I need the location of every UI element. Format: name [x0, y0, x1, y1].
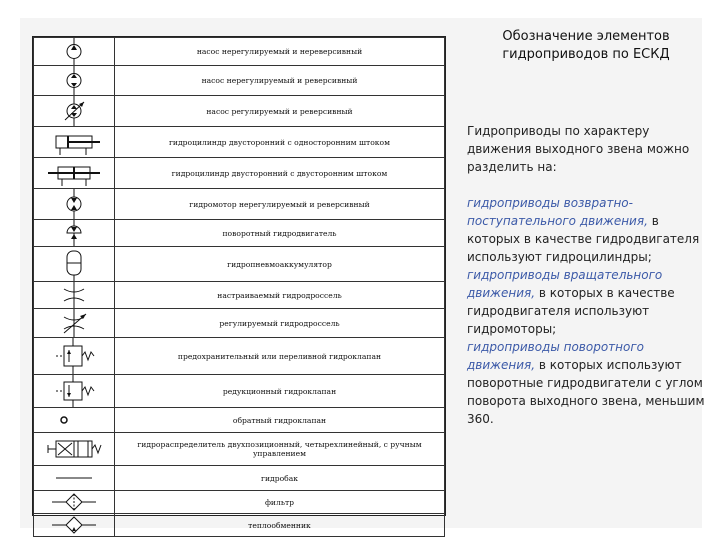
accumulator-icon [34, 247, 114, 281]
table-row [34, 38, 445, 66]
term-highlight: гидроприводы поворотного движения, [467, 340, 645, 372]
row-label: фильтр [115, 491, 445, 514]
cylinder-single-rod-icon [34, 127, 114, 157]
table-row [34, 338, 445, 375]
table-row [34, 158, 445, 189]
row-label: предохранительный или переливной гидроклапан [115, 338, 445, 375]
intro-text: Гидроприводы по характеру движения выходного звена можно разделить на: [467, 124, 690, 174]
term-highlight: гидроприводы вращательного движения, [467, 268, 663, 300]
row-label: гидромотор нерегулируемый и реверсивный [115, 189, 445, 220]
table-row [34, 220, 445, 247]
table-row [34, 96, 445, 127]
term-highlight: гидроприводы возвратно-поступательного движения, [467, 196, 648, 228]
table-row [34, 309, 445, 338]
rotary-actuator-icon [34, 220, 114, 246]
list-item [467, 194, 707, 266]
heat-exchanger-icon [34, 514, 114, 536]
row-label: гидропневмоаккумулятор [115, 247, 445, 282]
throttle-icon [34, 282, 114, 308]
slide-body [467, 122, 707, 428]
table-row [34, 433, 445, 466]
symbols-table [32, 36, 446, 530]
row-label: гидроцилиндр двусторонний с односторонним штоком [115, 127, 445, 158]
row-label: редукционный гидроклапан [115, 375, 445, 408]
hydromotor-icon [34, 189, 114, 219]
cylinder-double-rod-icon [34, 158, 114, 188]
row-label: поворотный гидродвигатель [115, 220, 445, 247]
row-label: теплообменник [115, 514, 445, 537]
directional-valve-icon [34, 433, 114, 465]
table-row [34, 375, 445, 408]
slide-title: Обозначение элементов гидроприводов по ЕСКД [502, 29, 670, 62]
filter-icon [34, 491, 114, 513]
row-label: настраиваемый гидродроссель [115, 282, 445, 309]
list-item [467, 338, 707, 428]
term-description: в которых в качестве гидродвигателя используют гидромоторы; [467, 286, 675, 336]
term-description: в которых используют поворотные гидродвигатели с углом поворота выходного звена, меньшим 360. [467, 358, 705, 426]
row-label: обратный гидроклапан [115, 408, 445, 433]
table-row [34, 491, 445, 514]
spacer [467, 176, 707, 194]
pump-reversible-icon [34, 66, 114, 95]
row-label: регулируемый гидродроссель [115, 309, 445, 338]
reducing-valve-icon [34, 375, 114, 407]
table-row [34, 66, 445, 96]
table-row [34, 189, 445, 220]
relief-valve-icon [34, 338, 114, 374]
pump-fixed-icon [34, 38, 114, 65]
table-row [34, 127, 445, 158]
row-label: насос регулируемый и реверсивный [115, 96, 445, 127]
row-label: насос нерегулируемый и реверсивный [115, 66, 445, 96]
table-row [34, 514, 445, 537]
table-row [34, 408, 445, 433]
table-row [34, 247, 445, 282]
row-label: гидроцилиндр двусторонний с двусторонним штоком [115, 158, 445, 189]
term-description: в которых в качестве гидродвигателя используют гидроцилиндры; [467, 214, 700, 264]
adjustable-throttle-icon [34, 309, 114, 337]
tank-icon [34, 466, 114, 490]
pump-adjustable-icon [34, 96, 114, 126]
row-label: гидрораспределитель двухпозиционный, четырехлинейный, с ручным управлением [115, 433, 445, 466]
check-valve-icon [34, 408, 114, 432]
row-label: гидробак [115, 466, 445, 491]
row-label: насос нерегулируемый и нереверсивный [115, 38, 445, 66]
table-row [34, 466, 445, 491]
table-row [34, 282, 445, 309]
list-item [467, 266, 707, 338]
